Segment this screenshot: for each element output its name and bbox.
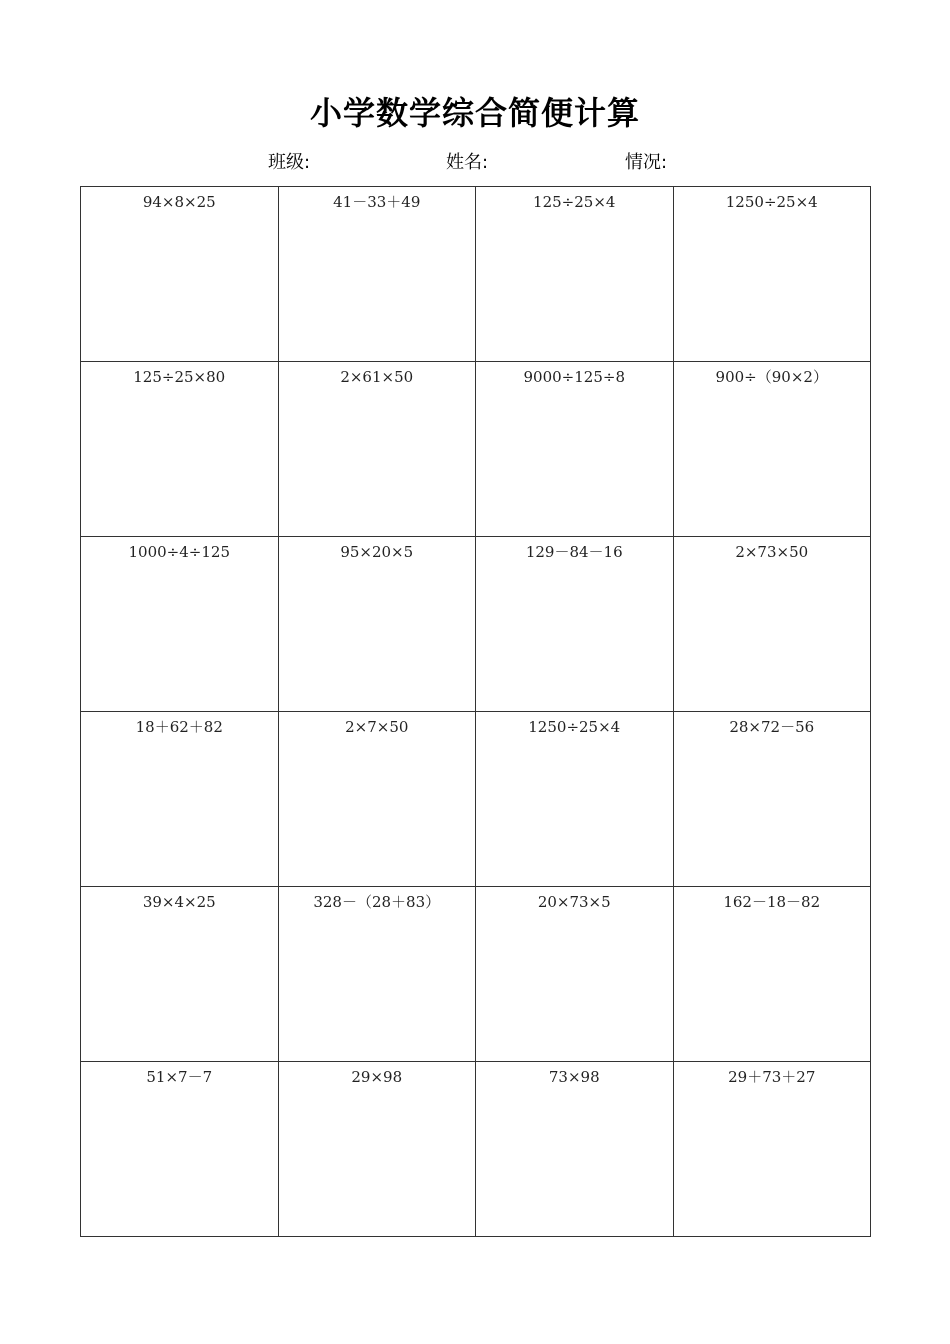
name-label: 姓名: [446, 152, 489, 173]
problem-cell: 29＋73＋27 [674, 1062, 872, 1237]
class-label: 班级: [268, 152, 311, 173]
problem-cell: 51×7－7 [81, 1062, 279, 1237]
problem-cell: 73×98 [476, 1062, 674, 1237]
problem-cell: 129－84－16 [476, 537, 674, 712]
problem-cell: 1250÷25×4 [476, 712, 674, 887]
worksheet-title: 小学数学综合简便计算 [309, 94, 640, 132]
problem-cell: 95×20×5 [279, 537, 477, 712]
problem-cell: 1250÷25×4 [674, 187, 872, 362]
problem-grid [80, 186, 871, 1237]
problem-cell: 20×73×5 [476, 887, 674, 1062]
student-info-row [0, 148, 950, 178]
status-label: 情况: [625, 152, 668, 173]
problem-cell: 162－18－82 [674, 887, 872, 1062]
problem-cell: 125÷25×80 [81, 362, 279, 537]
problem-cell: 39×4×25 [81, 887, 279, 1062]
problem-cell: 2×7×50 [279, 712, 477, 887]
problem-cell: 2×61×50 [279, 362, 477, 537]
problem-cell: 2×73×50 [674, 537, 872, 712]
problem-cell: 28×72－56 [674, 712, 872, 887]
problem-cell: 94×8×25 [81, 187, 279, 362]
problem-cell: 125÷25×4 [476, 187, 674, 362]
problem-cell: 1000÷4÷125 [81, 537, 279, 712]
problem-cell: 9000÷125÷8 [476, 362, 674, 537]
problem-cell: 41－33＋49 [279, 187, 477, 362]
problem-cell: 18＋62＋82 [81, 712, 279, 887]
problem-cell: 29×98 [279, 1062, 477, 1237]
problem-cell: 900÷（90×2） [674, 362, 872, 537]
problem-cell: 328－（28＋83） [279, 887, 477, 1062]
